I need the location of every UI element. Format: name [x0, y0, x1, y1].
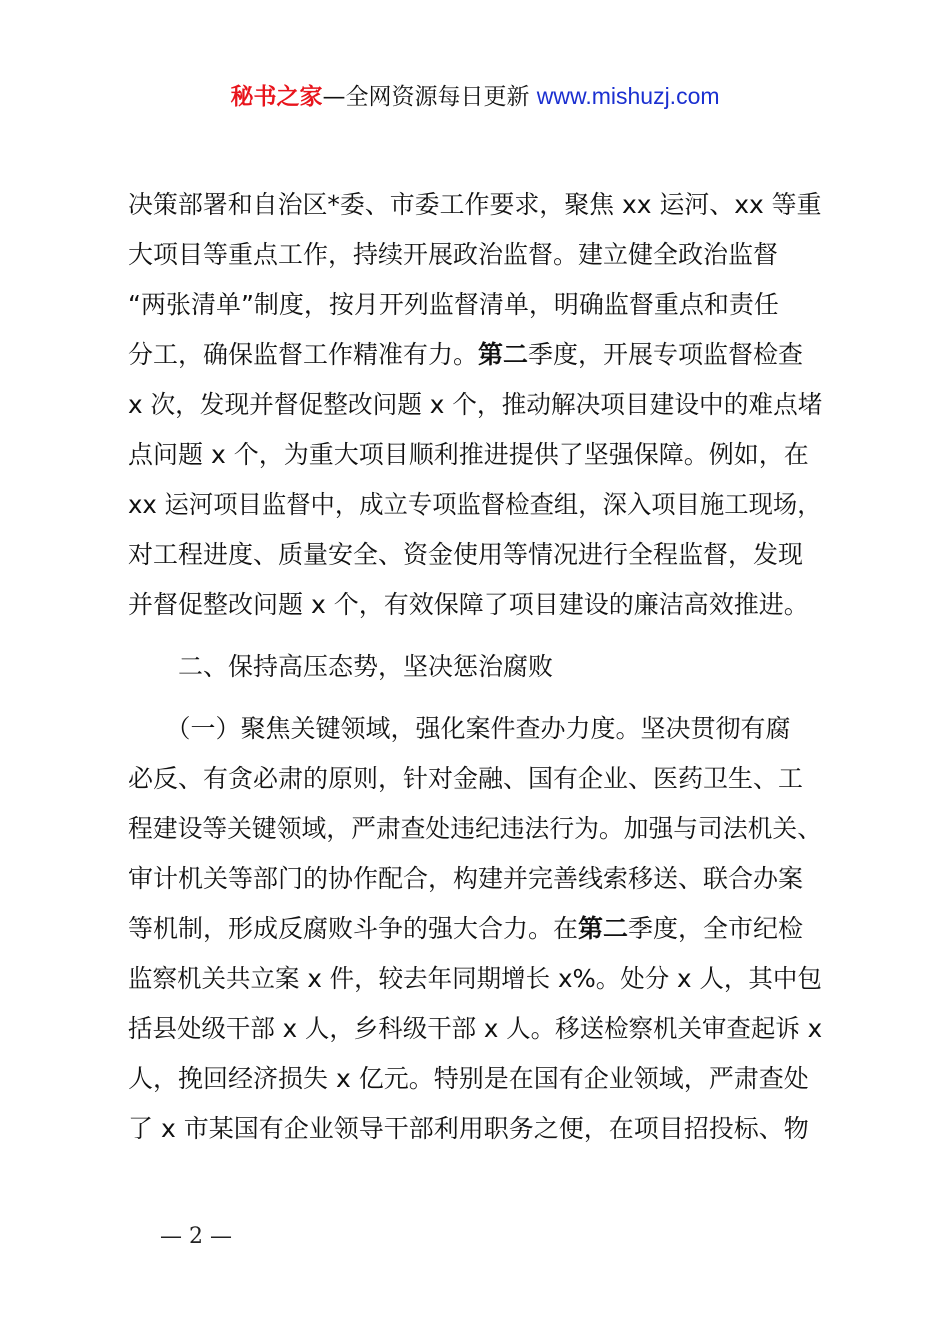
section-heading: 二、保持高压态势，坚决惩治腐败: [128, 652, 554, 681]
text-line: 决策部署和自治区*委、市委工作要求，聚焦 xx 运河、xx 等重: [128, 190, 822, 219]
header-tagline: —全网资源每日更新: [322, 84, 537, 110]
text-line: 必反、有贪必肃的原则，针对金融、国有企业、医药卫生、工: [128, 764, 804, 793]
text-line: x 次，发现并督促整改问题 x 个，推动解决项目建设中的难点堵: [128, 390, 823, 419]
text-line: 等机制，形成反腐败斗争的强大合力。在第二季度，全市纪检: [128, 914, 804, 943]
brand-name: 秘书之家: [230, 84, 323, 110]
text-line: 并督促整改问题 x 个，有效保障了项目建设的廉洁高效推进。: [128, 590, 809, 619]
text-line: “两张清单”制度，按月开列监督清单，明确监督重点和责任: [128, 290, 779, 319]
text-line: 括县处级干部 x 人，乡科级干部 x 人。移送检察机关审查起诉 x: [128, 1014, 823, 1043]
site-url[interactable]: www.mishuzj.com: [536, 83, 720, 109]
text-line: xx 运河项目监督中，成立专项监督检查组，深入项目施工现场，: [128, 490, 822, 519]
text-line: 人，挽回经济损失 x 亿元。特别是在国有企业领域，严肃查处: [128, 1064, 809, 1093]
text-line: 审计机关等部门的协作配合，构建并完善线索移送、联合办案: [128, 864, 804, 893]
site-header: [0, 80, 950, 113]
text-line: 分工，确保监督工作精准有力。第二季度，开展专项监督检查: [128, 340, 804, 369]
text-line: 程建设等关键领域，严肃查处违纪违法行为。加强与司法机关、: [128, 814, 822, 843]
emphasis-text: 第二: [478, 340, 529, 369]
text-line: 对工程进度、质量安全、资金使用等情况进行全程监督，发现: [128, 540, 804, 569]
text-line: 了 x 市某国有企业领导干部利用职务之便，在项目招投标、物: [128, 1114, 809, 1143]
text-line: 监察机关共立案 x 件，较去年同期增长 x%。处分 x 人，其中包: [128, 964, 822, 993]
page-number: — 2 —: [160, 1224, 232, 1249]
text-line: 大项目等重点工作，持续开展政治监督。建立健全政治监督: [128, 240, 779, 269]
text-line: 点问题 x 个，为重大项目顺利推进提供了坚强保障。例如，在: [128, 440, 809, 469]
text-line: （一）聚焦关键领域，强化案件查办力度。坚决贯彻有腐: [128, 714, 791, 743]
emphasis-text: 第二: [578, 914, 629, 943]
